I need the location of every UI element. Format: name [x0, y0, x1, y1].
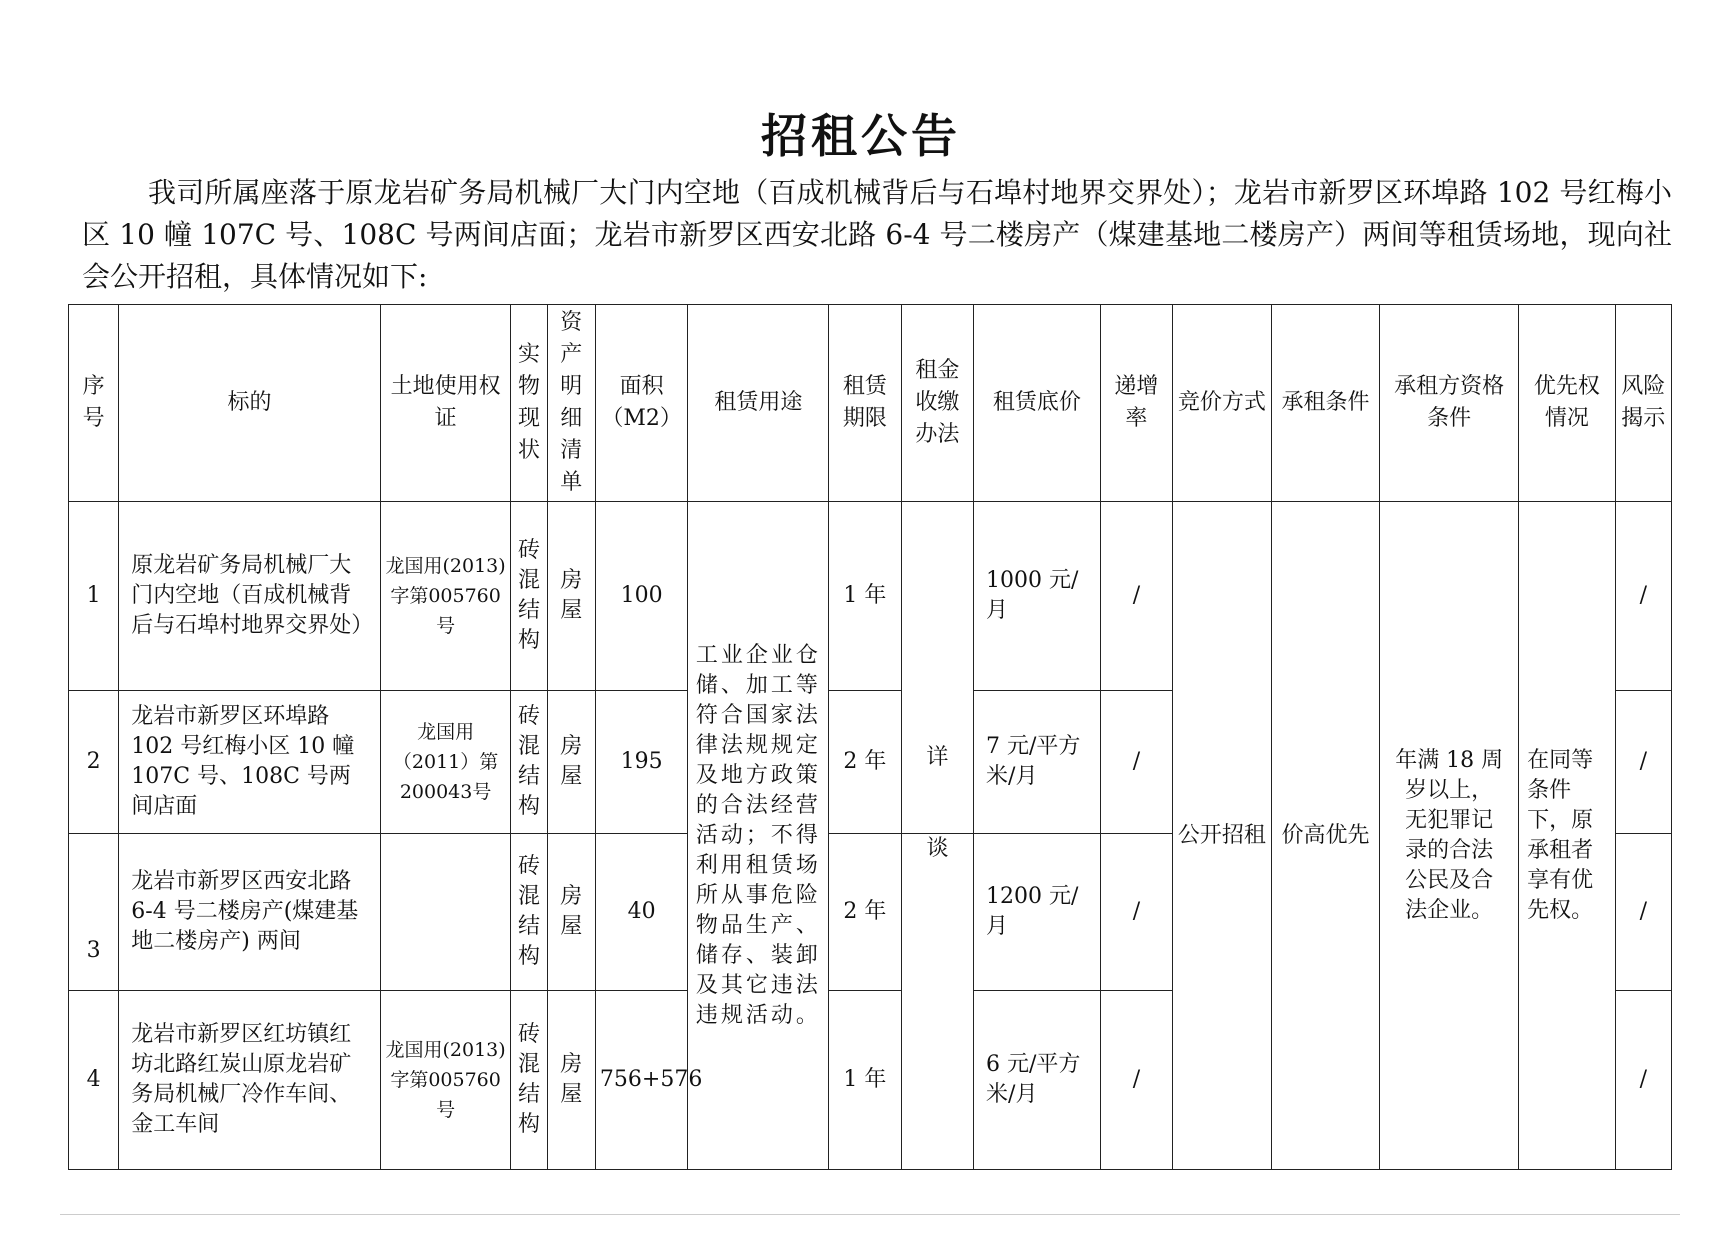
cell-base-price: 1000 元/月 [974, 502, 1101, 691]
cell-usage-shared: 工业企业仓储、加工等符合国家法律法规规定及地方政策的合法经营活动；不得利用租赁场所从事危险物品生产、储存、装卸及其它违法违规活动。 [688, 502, 829, 1170]
cell-land-cert: 龙国用(2013)字第005760号 [380, 990, 511, 1169]
cell-term: 1 年 [829, 990, 901, 1169]
cell-term: 2 年 [829, 833, 901, 990]
cell-subject: 龙岩市新罗区环埠路 102 号红梅小区 10 幢 107C 号、108C 号两间店面 [119, 691, 380, 834]
cell-priority-shared: 在同等条件下，原承租者享有优先权。 [1519, 502, 1616, 1170]
cell-asset-list: 房屋 [547, 833, 595, 990]
cell-subject: 原龙岩矿务局机械厂大门内空地（百成机械背后与石埠村地界交界处） [119, 502, 380, 691]
cell-asset-list: 房屋 [547, 990, 595, 1169]
cell-subject: 龙岩市新罗区红坊镇红坊北路红炭山原龙岩矿务局机械厂冷作车间、金工车间 [119, 990, 380, 1169]
cell-status: 砖混结构 [511, 833, 547, 990]
header-base-price: 租赁底价 [974, 305, 1101, 502]
cell-asset-list: 房屋 [547, 691, 595, 834]
cell-term: 2 年 [829, 691, 901, 834]
cell-subject: 龙岩市新罗区西安北路 6-4 号二楼房产(煤建基地二楼房产) 两间 [119, 833, 380, 990]
cell-increase: / [1100, 990, 1172, 1169]
header-bidding: 竞价方式 [1173, 305, 1272, 502]
header-risk: 风险揭示 [1615, 305, 1671, 502]
cell-base-price: 6 元/平方米/月 [974, 990, 1101, 1169]
table-header-row [69, 305, 1672, 502]
cell-payment-a: 详 [901, 502, 973, 834]
cell-area: 756+576 [595, 990, 688, 1169]
cell-status: 砖混结构 [511, 990, 547, 1169]
cell-increase: / [1100, 502, 1172, 691]
cell-land-cert: 龙国用(2013)字第005760号 [380, 502, 511, 691]
header-seq: 序号 [69, 305, 119, 502]
page-edge-line [60, 1214, 1680, 1215]
cell-seq: 4 [69, 990, 119, 1169]
cell-asset-list: 房屋 [547, 502, 595, 691]
header-qualification: 承租方资格条件 [1380, 305, 1519, 502]
header-asset-list: 资产明细清单 [547, 305, 595, 502]
cell-status: 砖混结构 [511, 502, 547, 691]
cell-seq: 2 [69, 691, 119, 834]
cell-base-price: 7 元/平方米/月 [974, 691, 1101, 834]
cell-increase: / [1100, 833, 1172, 990]
cell-increase: / [1100, 691, 1172, 834]
cell-status: 砖混结构 [511, 691, 547, 834]
table-row [69, 502, 1672, 691]
cell-area: 40 [595, 833, 688, 990]
cell-qualification-shared: 年满 18 周岁以上，无犯罪记录的合法公民及合法企业。 [1380, 502, 1519, 1170]
cell-land-cert: 龙国用（2011）第200043号 [380, 691, 511, 834]
page-title: 招租公告 [761, 109, 961, 163]
cell-base-price: 1200 元/月 [974, 833, 1101, 990]
cell-risk: / [1615, 502, 1671, 691]
cell-land-cert [380, 833, 511, 990]
cell-area: 100 [595, 502, 688, 691]
cell-payment-b: 谈 [901, 833, 973, 1169]
cell-bidding-shared: 公开招租 [1173, 502, 1272, 1170]
header-increase: 递增率 [1100, 305, 1172, 502]
cell-area: 195 [595, 691, 688, 834]
lease-table [68, 304, 1672, 1170]
header-area: 面积（M2） [595, 305, 688, 502]
header-priority: 优先权情况 [1519, 305, 1616, 502]
header-subject: 标的 [119, 305, 380, 502]
cell-conditions-shared: 价高优先 [1271, 502, 1380, 1170]
header-status: 实物现状 [511, 305, 547, 502]
header-payment: 租金收缴办法 [901, 305, 973, 502]
cell-seq: 3 [69, 833, 119, 990]
cell-risk: / [1615, 833, 1671, 990]
header-conditions: 承租条件 [1271, 305, 1380, 502]
cell-risk: / [1615, 691, 1671, 834]
intro-text: 我司所属座落于原龙岩矿务局机械厂大门内空地（百成机械背后与石埠村地界交界处）；龙岩市新罗区环埠路 102 号红梅小区 10 幢 107C 号、108C 号两间店面；龙岩市新罗区西安北路 6-4 号二楼房产（煤建基地二楼房产）两间等租赁场地，现向社会公开招租，具体情况如下: [82, 176, 1672, 293]
cell-risk: / [1615, 990, 1671, 1169]
intro-paragraph [82, 172, 1672, 298]
header-land-cert: 土地使用权证 [380, 305, 511, 502]
cell-seq: 1 [69, 502, 119, 691]
header-term: 租赁期限 [829, 305, 901, 502]
header-usage: 租赁用途 [688, 305, 829, 502]
cell-term: 1 年 [829, 502, 901, 691]
